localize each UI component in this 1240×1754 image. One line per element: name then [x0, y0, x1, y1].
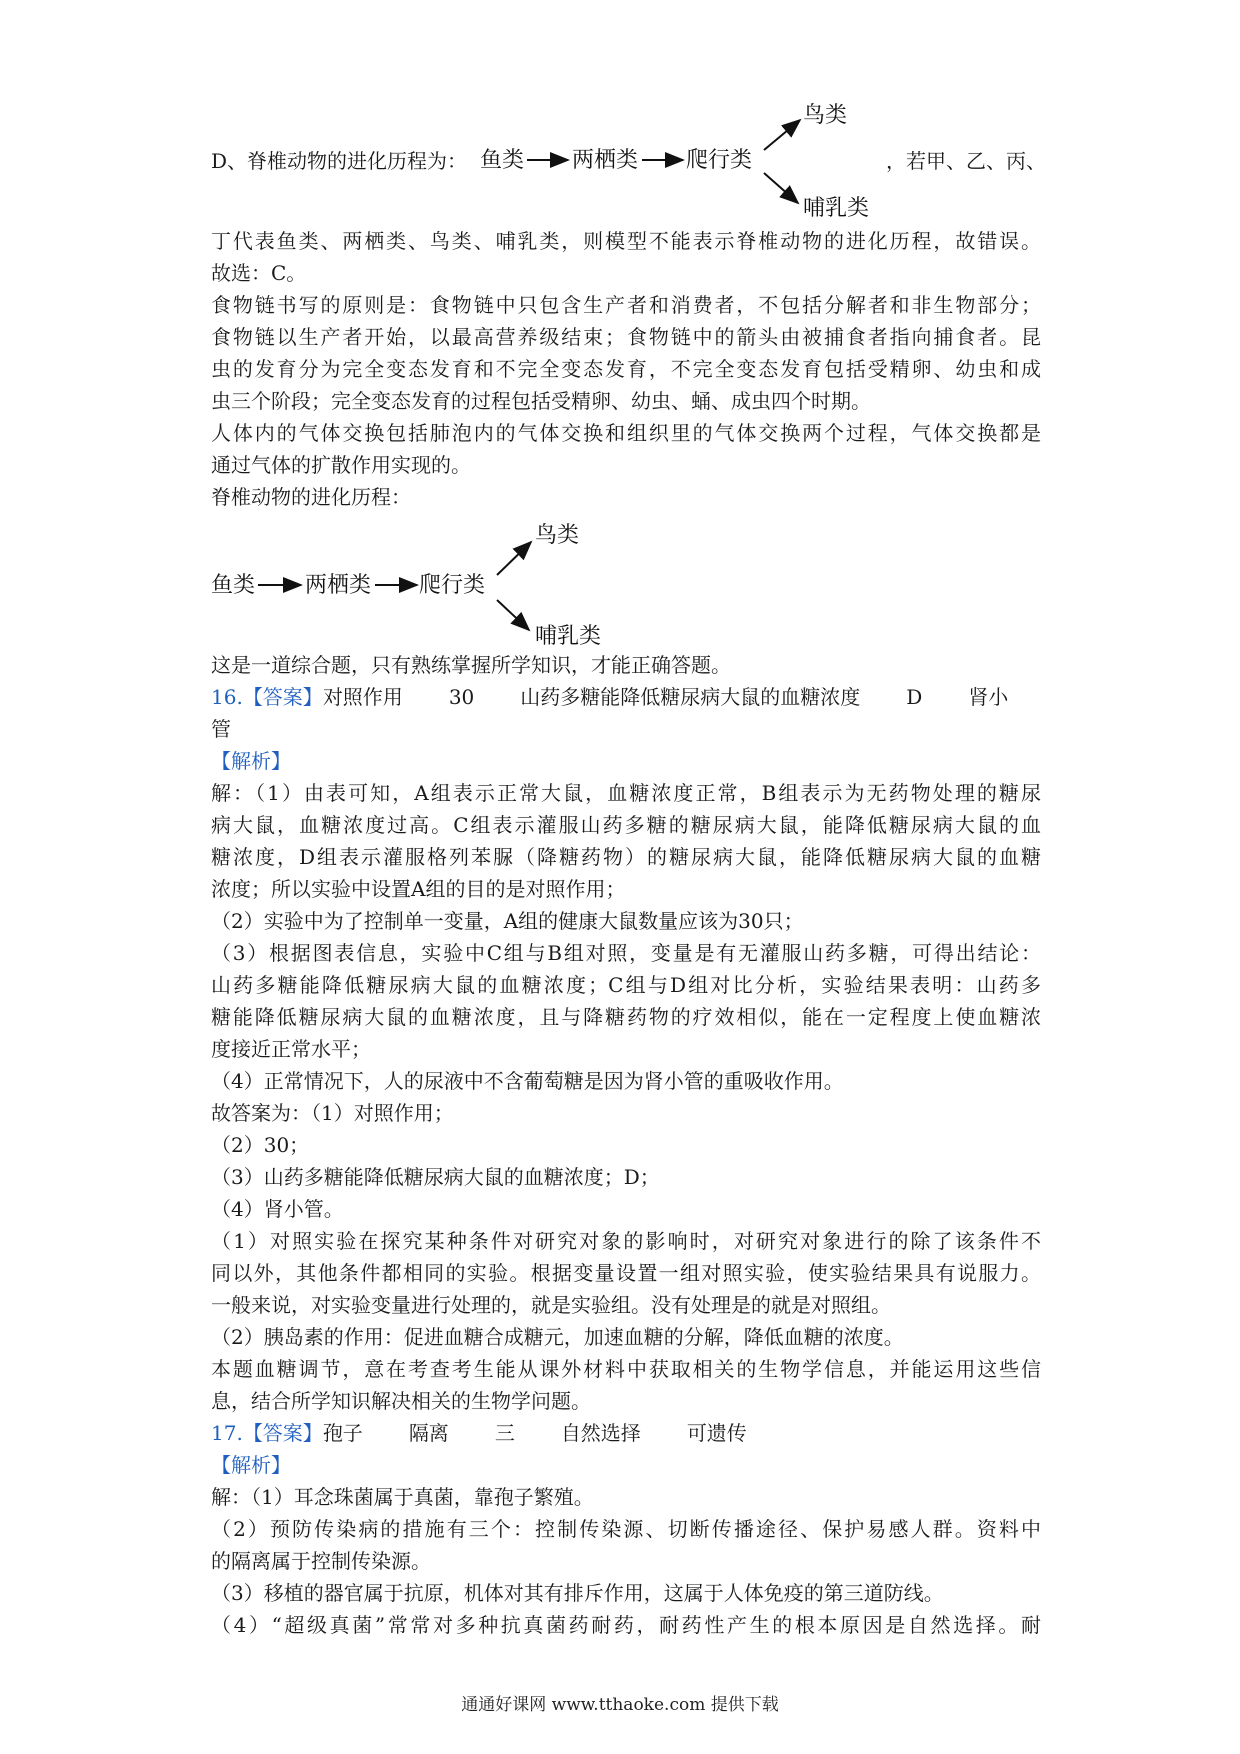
q16-answer-2: 30 [448, 685, 475, 709]
text-line: （2）胰岛素的作用：促进血糖合成糖元，加速血糖的分解，降低血糖的浓度。 [211, 1325, 904, 1349]
q16-answer-1: 对照作用 [322, 685, 403, 709]
text-line: 浓度；所以实验中设置A组的目的是对照作用； [211, 877, 626, 901]
q16-answer-line [211, 682, 1008, 712]
text-line: 病大鼠，血糖浓度过高。C组表示灌服山药多糖的糖尿病大鼠，能降低糖尿病大鼠的血 [211, 813, 1041, 837]
text-line: （3）移植的器官属于抗原，机体对其有排斥作用，这属于人体免疫的第三道防线。 [211, 1581, 944, 1605]
diagram-amphibian: 两栖类 [572, 148, 639, 173]
diagram-bird: 鸟类 [535, 523, 580, 548]
text-line: 息，结合所学知识解决相关的生物学问题。 [211, 1389, 591, 1413]
text-line: （1）对照实验在探究某种条件对研究对象的影响时，对研究对象进行的除了该条件不 [211, 1229, 1041, 1253]
text-line: 食物链书写的原则是：食物链中只包含生产者和消费者，不包括分解者和非生物部分； [211, 293, 1041, 317]
text-line: 这是一道综合题，只有熟练掌握所学知识，才能正确答题。 [211, 653, 731, 677]
option-d-prefix: D、脊椎动物的进化历程为： [211, 149, 468, 173]
option-d-suffix: ，若甲、乙、丙、 [886, 149, 1046, 173]
text-line: 糖浓度，D组表示灌服格列苯脲（降糖药物）的糖尿病大鼠，能降低糖尿病大鼠的血糖 [211, 845, 1041, 869]
evolution-diagram-inline [470, 95, 870, 225]
diagram-reptile: 爬行类 [686, 148, 753, 173]
text-line: 解：（1）耳念珠菌属于真菌，靠孢子繁殖。 [211, 1485, 594, 1509]
text-line: 一般来说，对实验变量进行处理的，就是实验组。没有处理是的就是对照组。 [211, 1293, 891, 1317]
diagram-fish: 鱼类 [480, 148, 525, 173]
text-line: 通过气体的扩散作用实现的。 [211, 453, 471, 477]
arrow-to-bird [497, 542, 531, 575]
text-line: 食物链以生产者开始，以最高营养级结束；食物链中的箭头由被捕食者指向捕食者。昆 [211, 325, 1041, 349]
text-line: 故选：C。 [211, 261, 307, 285]
text-line: （4）正常情况下，人的尿液中不含葡萄糖是因为肾小管的重吸收作用。 [211, 1069, 844, 1093]
text-line: 丁代表鱼类、两栖类、鸟类、哺乳类，则模型不能表示脊椎动物的进化历程，故错误。 [211, 229, 1041, 253]
text-line: 度接近正常水平； [211, 1037, 371, 1061]
text-line: （2）预防传染病的措施有三个：控制传染源、切断传播途径、保护易感人群。资料中 [211, 1517, 1041, 1541]
diagram-reptile: 爬行类 [419, 573, 486, 598]
page-footer: 通通好课网 www.tthaoke.com 提供下载 [461, 1695, 779, 1715]
answer-tag: 【答案】 [242, 1421, 323, 1445]
text-line: 同以外，其他条件都相同的实验。根据变量设置一组对照实验，使实验结果具有说服力。 [211, 1261, 1041, 1285]
q17-number: 17. [211, 1421, 243, 1445]
text-line: （4）肾小管。 [211, 1197, 344, 1221]
q16-number: 16. [211, 685, 243, 709]
q16-answer-3: 山药多糖能降低糖尿病大鼠的血糖浓度 [520, 685, 861, 709]
q16-answer-4: D [906, 685, 923, 709]
diagram-mammal: 哺乳类 [535, 624, 602, 649]
diagram-amphibian: 两栖类 [305, 573, 372, 598]
text-line: 山药多糖能降低糖尿病大鼠的血糖浓度；C组与D组对比分析，实验结果表明：山药多 [211, 973, 1041, 997]
q17-answer-3: 三 [494, 1421, 515, 1445]
q17-answer-4: 自然选择 [560, 1421, 641, 1445]
text-line: 的隔离属于控制传染源。 [211, 1549, 431, 1573]
q17-answer-2: 隔离 [408, 1421, 449, 1445]
text-line: 虫的发育分为完全变态发育和不完全变态发育，不完全变态发育包括受精卵、幼虫和成 [211, 357, 1041, 381]
q16-answer-5: 肾小 [968, 685, 1009, 709]
diagram-mammal: 哺乳类 [803, 196, 870, 221]
text-line: 糖能降低糖尿病大鼠的血糖浓度，且与降糖药物的疗效相似，能在一定程度上使血糖浓 [211, 1005, 1041, 1029]
diagram-fish: 鱼类 [211, 573, 256, 598]
q16-answer-cont: 管 [211, 717, 231, 741]
text-line: 解：（1）由表可知，A组表示正常大鼠，血糖浓度正常，B组表示为无药物处理的糖尿 [211, 781, 1041, 805]
q17-answer-5: 可遗传 [686, 1421, 747, 1445]
text-line: 虫三个阶段；完全变态发育的过程包括受精卵、幼虫、蛹、成虫四个时期。 [211, 389, 871, 413]
text-line: （2）30； [211, 1133, 310, 1157]
text-line: 本题血糖调节，意在考查考生能从课外材料中获取相关的生物学信息，并能运用这些信 [211, 1357, 1041, 1381]
text-line: （4）“超级真菌”常常对多种抗真菌药耐药，耐药性产生的根本原因是自然选择。耐 [211, 1613, 1041, 1637]
analysis-tag: 【解析】 [211, 1453, 291, 1477]
answer-tag: 【答案】 [242, 685, 323, 709]
diagram-bird: 鸟类 [803, 103, 848, 128]
evolution-diagram [205, 520, 625, 650]
text-line: 人体内的气体交换包括肺泡内的气体交换和组织里的气体交换两个过程，气体交换都是 [211, 421, 1041, 445]
arrow-to-mammal [497, 600, 529, 630]
text-line: （3）山药多糖能降低糖尿病大鼠的血糖浓度；D； [211, 1165, 660, 1189]
analysis-tag: 【解析】 [211, 749, 291, 773]
text-line: （2）实验中为了控制单一变量，A组的健康大鼠数量应该为30只； [211, 909, 804, 933]
q17-answer-1: 孢子 [322, 1421, 363, 1445]
arrow-to-bird [764, 120, 800, 150]
text-line: 脊椎动物的进化历程： [211, 485, 411, 509]
text-line: 故答案为：（1）对照作用； [211, 1101, 454, 1125]
arrow-to-mammal [764, 173, 798, 203]
q17-answer-line [211, 1418, 747, 1448]
text-line: （3）根据图表信息，实验中C组与B组对照，变量是有无灌服山药多糖，可得出结论： [211, 941, 1041, 965]
